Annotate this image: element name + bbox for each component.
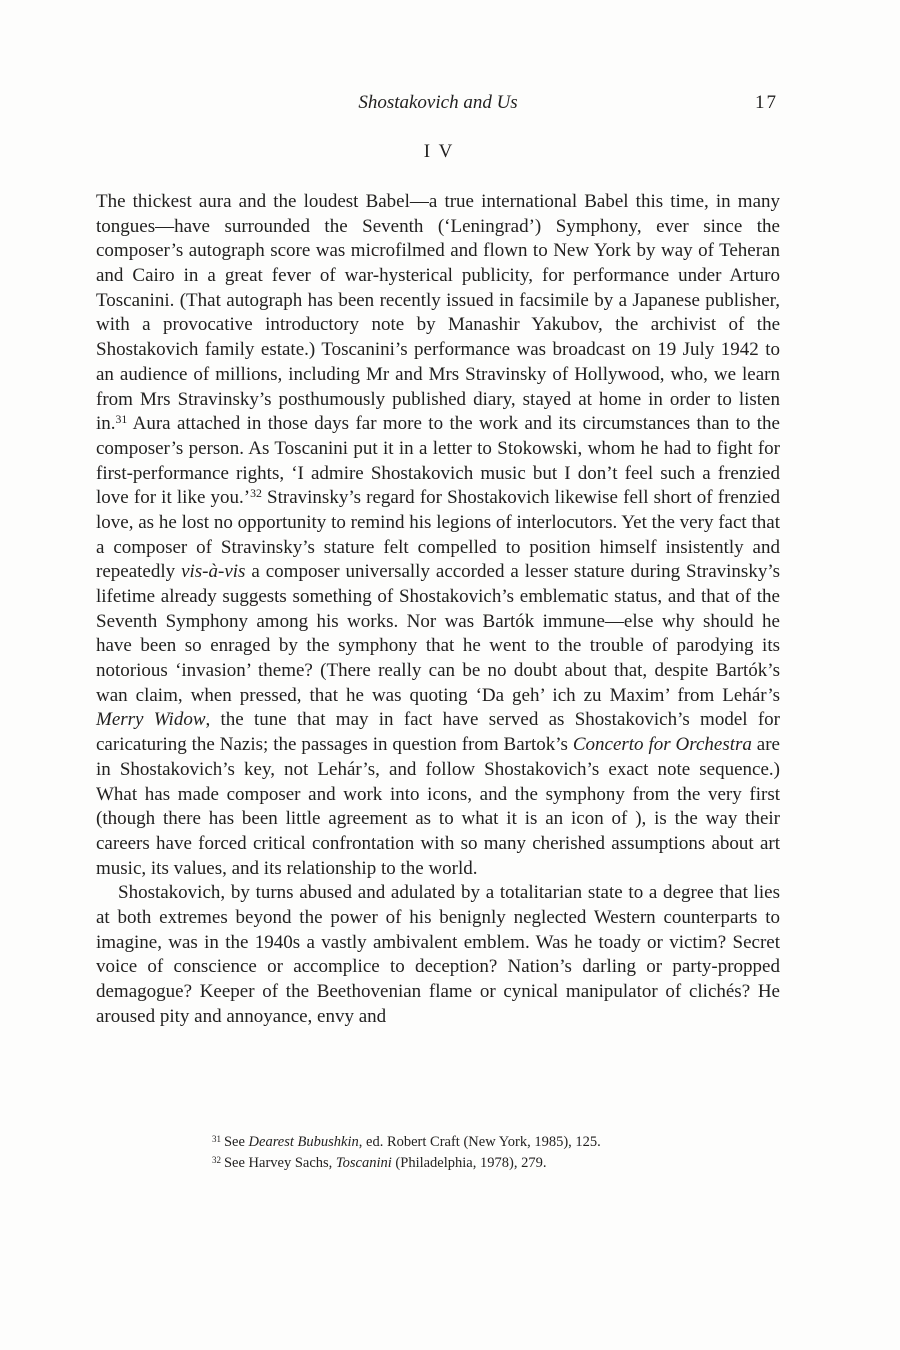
italic-text: Dearest Bubushkin xyxy=(248,1134,359,1150)
text-run: , the tune that may in fact have served as Shostakovich’s model for caricaturing the Nazis; the passages in question from Bartok’s xyxy=(96,709,780,756)
body-paragraph-1 xyxy=(96,190,780,881)
italic-text: vis-à-vis xyxy=(181,561,246,583)
footnote-ref: 32 xyxy=(250,487,262,501)
footnote-number: 31 xyxy=(212,1133,221,1144)
text-run: The thickest aura and the loudest Babel—a true international Babel this time, in many tongues—have surrounded the Seventh (‘Leningrad’) Symphony, ever since the composer’s autograph score was microfilmed and flown to New York by way of Teheran and Cairo in a great fever of war-hysterical publicity, for performance under Arturo Toscanini. (That autograph has been recently issued in facsimile by a Japanese publisher, with a provocative introductory note by Manashir Yakubov, the archivist of the Shostakovich family estate.) Toscanini’s performance was broadcast on 19 July 1942 to an audience of millions, including Mr and Mrs Stravinsky of Hollywood, who, we learn from Mrs Stravinsky’s posthumously published diary, stayed at home in order to listen in. xyxy=(96,191,780,435)
footnote-number: 32 xyxy=(212,1154,221,1165)
text-run: (Philadelphia, 1978), 279. xyxy=(391,1155,547,1172)
text-run: a composer universally accorded a lesser stature during Stravinsky’s lifetime already suggests something of Shostakovich’s emblematic status, and that of the Seventh Symphony among his works. Nor was Bartók immune—else why should he have been so enraged by the symphony that he went to the trouble of parodying its notorious ‘invasion’ theme? (There really can be no doubt about that, despite Bartók’s wan claim, when pressed, that he was quoting ‘Da geh’ ich zu Maxim’ from Lehár’s xyxy=(96,561,780,706)
italic-text: Toscanini xyxy=(335,1155,392,1172)
body-text xyxy=(96,190,780,1029)
text-run: See xyxy=(223,1134,249,1150)
text-run: Shostakovich, by turns abused and adulated by a totalitarian state to a degree that lies at both extremes beyond the power of his benignly neglected Western counterparts to imagine, was in the 1940s a vastly ambivalent emblem. Was he toady or victim? Secret voice of conscience or accomplice to deception? Nation’s darling or party-propped demagogue? Keeper of the Beethovenian flame or cynical manipulator of clichés? He aroused pity and annoyance, envy and xyxy=(96,882,780,1027)
footnote-ref: 31 xyxy=(115,413,128,427)
text-run: Stravinsky’s regard for Shostakovich likewise fell short of frenzied love, as he lost no opportunity to remind his legions of interlocutors. Yet the very fact that a composer of Stravinsky’s stature felt compelled to position himself insistently and repeatedly xyxy=(96,487,780,583)
text-run: Aura attached in those days far more to the work and its circumstances than to the composer’s person. As Toscanini put it in a letter to Stokowski, whom he had to fight for first-performance rights, ‘I admire Shostakovich music but I don’t feel such a frenzied love for it like you.’ xyxy=(96,413,780,509)
running-title: Shostakovich and Us xyxy=(358,92,518,113)
footnote-text xyxy=(224,1155,546,1171)
text-run: are in Shostakovich’s key, not Lehár’s, and follow Shostakovich’s exact note sequence.) What has made composer and work into icons, and the symphony from the very first (though there has been little agreement as to what it is an icon of ), is the way their careers have forced critical confrontation with so many cherished assumptions about art music, its values, and its relationship to the world. xyxy=(96,734,780,879)
footnote-31 xyxy=(212,1132,692,1153)
footnote-32 xyxy=(212,1153,692,1174)
italic-text: Concerto for Orchestra xyxy=(572,734,752,756)
page-number: 17 xyxy=(755,92,778,113)
italic-text: Merry Widow xyxy=(96,709,206,731)
body-paragraph-2 xyxy=(96,881,780,1029)
section-heading: IV xyxy=(423,141,461,162)
running-header xyxy=(96,91,780,115)
text-run: , ed. Robert Craft (New York, 1985), 125. xyxy=(358,1134,601,1150)
footnote-text xyxy=(224,1134,601,1150)
footnotes xyxy=(212,1132,692,1174)
text-run: See Harvey Sachs, xyxy=(223,1155,336,1172)
